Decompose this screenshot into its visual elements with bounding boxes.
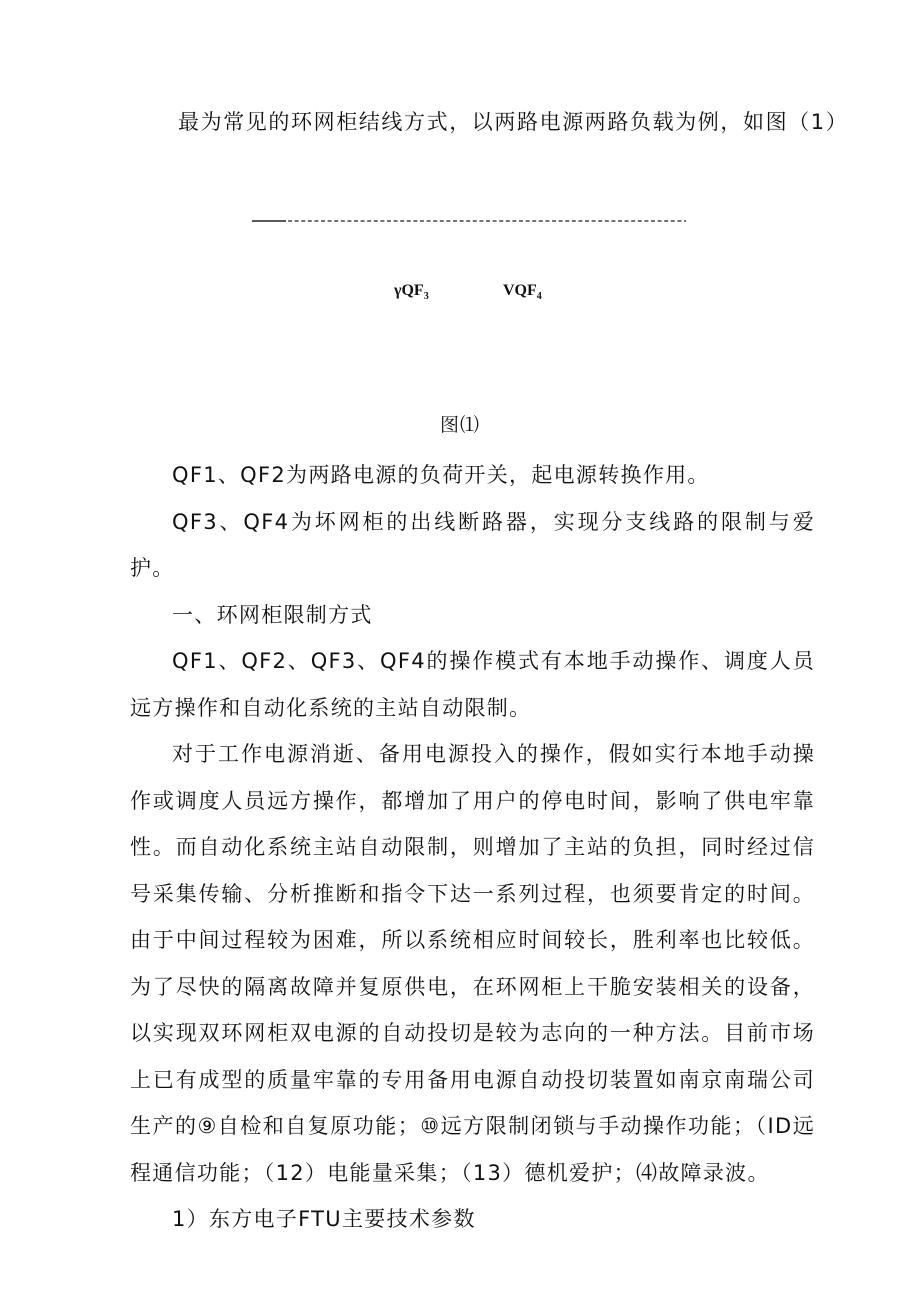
paragraph: 对于工作电源消逝、备用电源投入的操作，假如实行本地手动操作或调度人员远方操作，都增加了用户的停电时间，影响了供电牢靠性。而自动化系统主站自动限制，则增加了主站的负担，同时经过信号采集传输、分析推断和指令下达一系列过程，也须要肯定的时间。由于中间过程较为困难，所以系统相应时间较长，胜利率也比较低。为了尽快的隔离故障并复原供电，在环网柜上干脆安装相关的设备，以实现双环网柜双电源的自动投切是较为志向的一种方法。目前市场上已有成型的质量牢靠的专用备用电源自动投切装置如南京南瑞公司生产的⑨自检和自复原功能；⑩远方限制闭锁与手动操作功能；（ID远程通信功能；（12）电能量采集；（13）德机爱护；⑷故障录波。	[130, 742, 815, 1185]
paragraph: QF1、QF2为两路电源的负荷开关，起电源转换作用。	[172, 463, 710, 487]
diagram-lines	[0, 200, 920, 320]
figure-caption: 图⑴	[439, 414, 480, 436]
paragraph: QF3、QF4为坏网柜的出线断路器，实现分支线路的限制与爱护。	[130, 509, 815, 580]
qf4-label: $VQF_4$	[503, 282, 542, 303]
section-heading: 一、环网柜限制方式	[172, 602, 373, 627]
intro-line: 最为常见的环网柜结线方式，以两路电源两路负载为例，如图（1）	[178, 110, 849, 134]
subsection-heading: 1）东方电子FTU主要技术参数	[172, 1207, 476, 1231]
paragraph: QF1、QF2、QF3、QF4的操作模式有本地手动操作、调度人员远方操作和自动化系统的主站自动限制。	[130, 649, 815, 720]
qf3-label: γQF$_3$	[394, 282, 429, 303]
ring-main-unit-diagram	[0, 200, 920, 320]
body-text	[130, 452, 815, 1243]
